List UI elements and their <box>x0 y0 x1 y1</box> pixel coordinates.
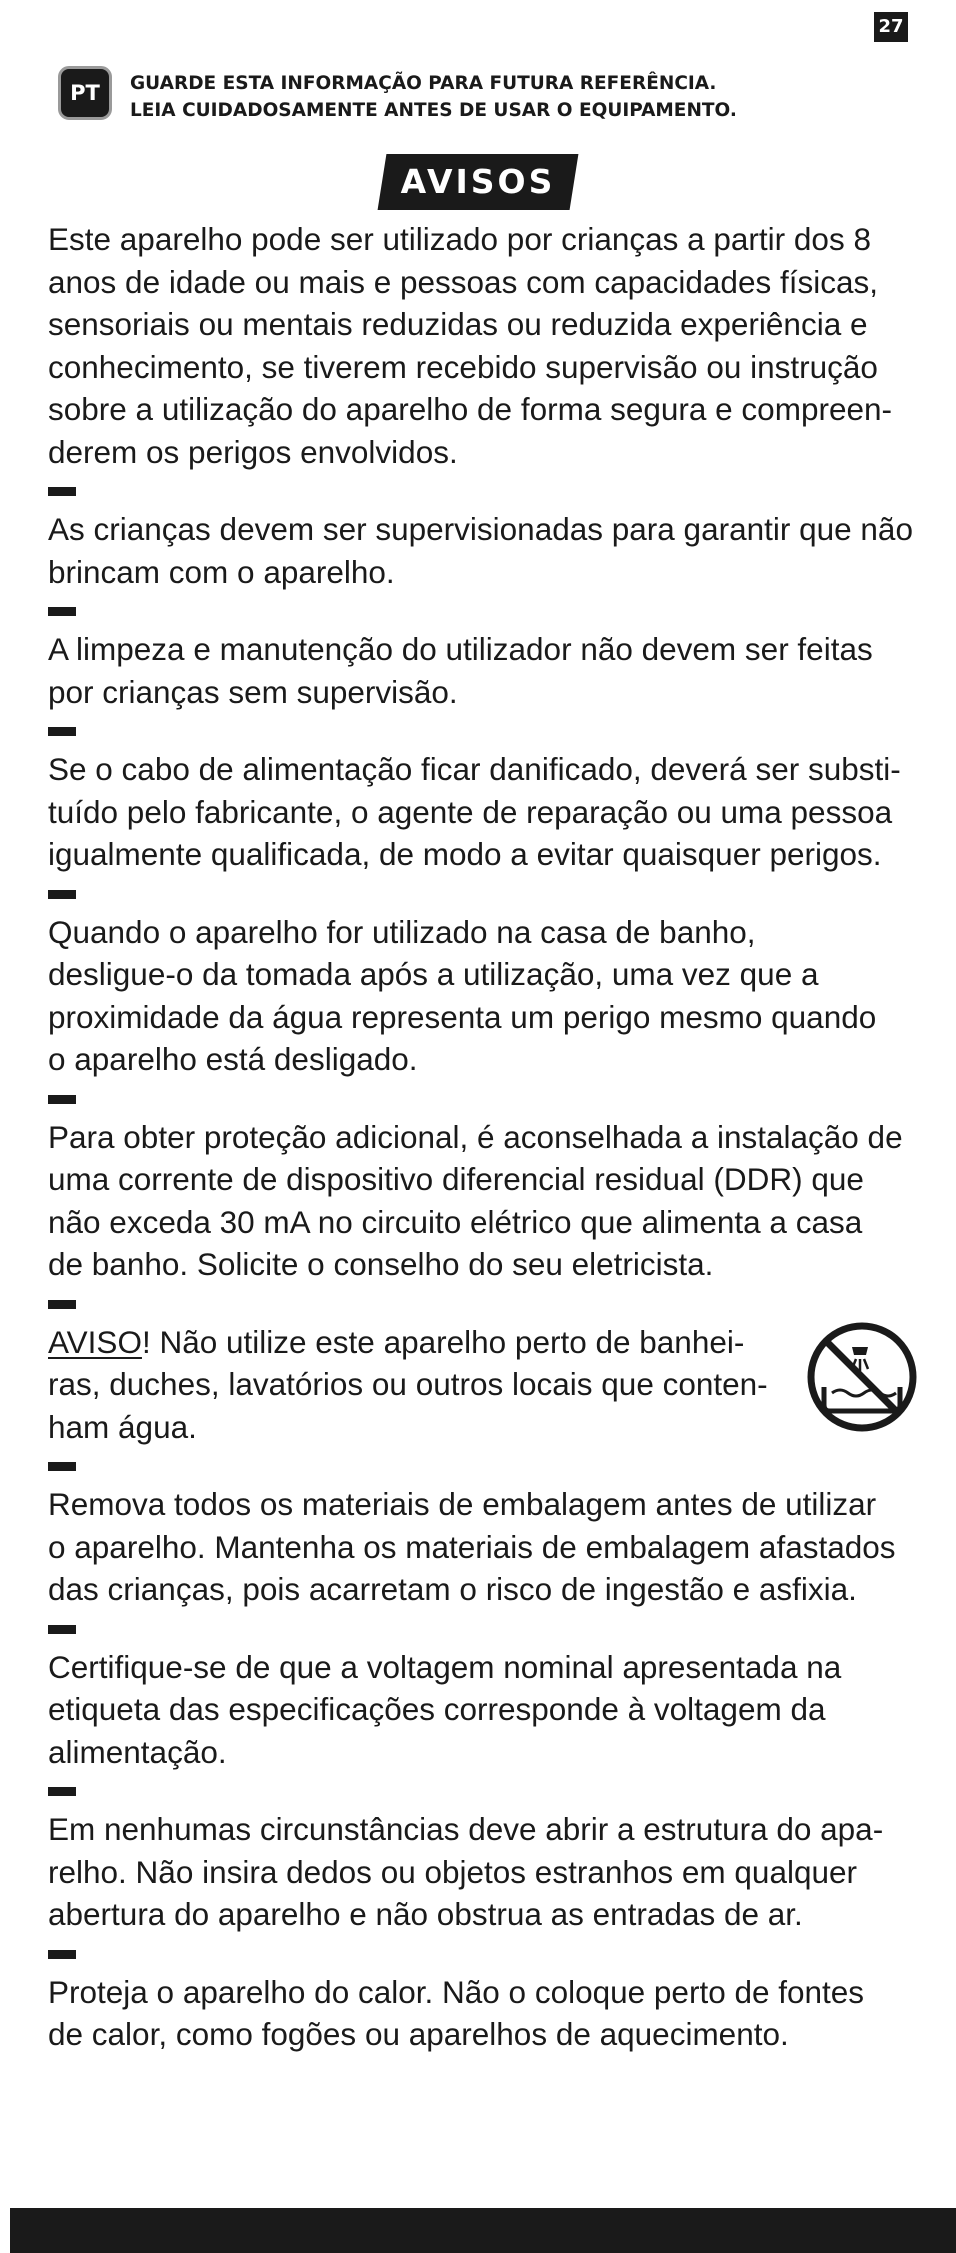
warning-item <box>48 1971 918 2056</box>
separator-dash <box>48 1300 76 1309</box>
language-badge: PT <box>58 66 112 120</box>
separator-dash <box>48 1625 76 1634</box>
separator-dash <box>48 727 76 736</box>
warning-line: sensoriais ou mentais reduzidas ou reduzida experiência e <box>48 306 868 342</box>
warning-line: igualmente qualificada, de modo a evitar quaisquer perigos. <box>48 836 882 872</box>
warning-line <box>48 1321 918 1364</box>
warning-item <box>48 1808 918 1936</box>
warning-line: o aparelho está desligado. <box>48 1041 418 1077</box>
warning-line: Em nenhumas circunstâncias deve abrir a estrutura do apa- <box>48 1811 884 1847</box>
warning-line: de banho. Solicite o conselho do seu eletricista. <box>48 1246 714 1282</box>
warning-line: anos de idade ou mais e pessoas com capacidades físicas, <box>48 263 878 300</box>
warning-line: Para obter proteção adicional, é aconselhada a instalação de <box>48 1118 903 1155</box>
warning-line: Remova todos os materiais de embalagem antes de utilizar <box>48 1486 877 1522</box>
warning-line: conhecimento, se tiverem recebido supervisão ou instrução <box>48 348 878 385</box>
separator-dash <box>48 1787 76 1796</box>
warning-line: As crianças devem ser supervisionadas para garantir que não <box>48 511 913 547</box>
header-line-1: GUARDE ESTA INFORMAÇÃO PARA FUTURA REFERÊNCIA. <box>130 73 717 94</box>
header-notice <box>130 70 920 124</box>
warning-line: Este aparelho pode ser utilizado por crianças a partir dos 8 <box>48 221 871 257</box>
warning-line: o aparelho. Mantenha os materiais de embalagem afastados <box>48 1528 896 1565</box>
warning-line: ras, duches, lavatórios ou outros locais que conten- <box>48 1366 768 1402</box>
warnings-list <box>48 218 918 2056</box>
warning-line: brincam com o aparelho. <box>48 553 395 590</box>
warning-item <box>48 508 918 593</box>
warning-line: proximidade da água representa um perigo mesmo quando <box>48 998 877 1035</box>
warning-line: Quando o aparelho for utilizado na casa de banho, <box>48 913 756 950</box>
warning-item-water <box>48 1321 918 1449</box>
separator-dash <box>48 1462 76 1471</box>
header-line-2: LEIA CUIDADOSAMENTE ANTES DE USAR O EQUIPAMENTO. <box>130 100 737 121</box>
no-water-icon <box>806 1321 918 1433</box>
warning-line-rest: ! Não utilize este aparelho perto de banhei- <box>141 1323 745 1360</box>
warning-item <box>48 1483 918 1611</box>
warning-line: não exceda 30 mA no circuito elétrico que alimenta a casa <box>48 1203 863 1240</box>
separator-dash <box>48 890 76 899</box>
warning-line: A limpeza e manutenção do utilizador não devem ser feitas <box>48 631 873 667</box>
warning-line: Proteja o aparelho do calor. Não o coloque perto de fontes <box>48 1973 865 2010</box>
page-title: AVISOS <box>400 162 556 201</box>
warning-line: derem os perigos envolvidos. <box>48 433 458 470</box>
warning-line: Se o cabo de alimentação ficar danificado, deverá ser substi- <box>48 751 901 787</box>
separator-dash <box>48 607 76 616</box>
warning-line: etiqueta das especificações corresponde à voltagem da <box>48 1691 826 1727</box>
warning-item <box>48 1646 918 1774</box>
warning-line: desligue-o da tomada após a utilização, uma vez que a <box>48 956 819 992</box>
separator-dash <box>48 1950 76 1959</box>
warning-item <box>48 1116 918 1286</box>
warning-item <box>48 628 918 713</box>
warning-keyword: AVISO <box>48 1323 142 1360</box>
warning-item <box>48 748 918 876</box>
warning-line: tuído pelo fabricante, o agente de reparação ou uma pessoa <box>48 793 893 830</box>
warning-line: uma corrente de dispositivo diferencial residual (DDR) que <box>48 1161 864 1197</box>
warning-line: Certifique-se de que a voltagem nominal apresentada na <box>48 1648 842 1685</box>
warning-item <box>48 911 918 1081</box>
footer-bar <box>10 2208 956 2253</box>
warning-item <box>48 218 918 473</box>
warning-line: das crianças, pois acarretam o risco de ingestão e asfixia. <box>48 1571 857 1607</box>
warning-line: sobre a utilização do aparelho de forma segura e compreen- <box>48 391 892 427</box>
separator-dash <box>48 1095 76 1104</box>
page-number: 27 <box>874 12 908 42</box>
warning-line: abertura do aparelho e não obstrua as entradas de ar. <box>48 1896 803 1932</box>
warning-line: por crianças sem supervisão. <box>48 673 458 710</box>
warning-line: de calor, como fogões ou aparelhos de aquecimento. <box>48 2016 789 2052</box>
warning-line: ham água. <box>48 1408 197 1445</box>
warning-line: alimentação. <box>48 1733 227 1770</box>
warning-line: relho. Não insira dedos ou objetos estranhos em qualquer <box>48 1853 858 1890</box>
separator-dash <box>48 487 76 496</box>
